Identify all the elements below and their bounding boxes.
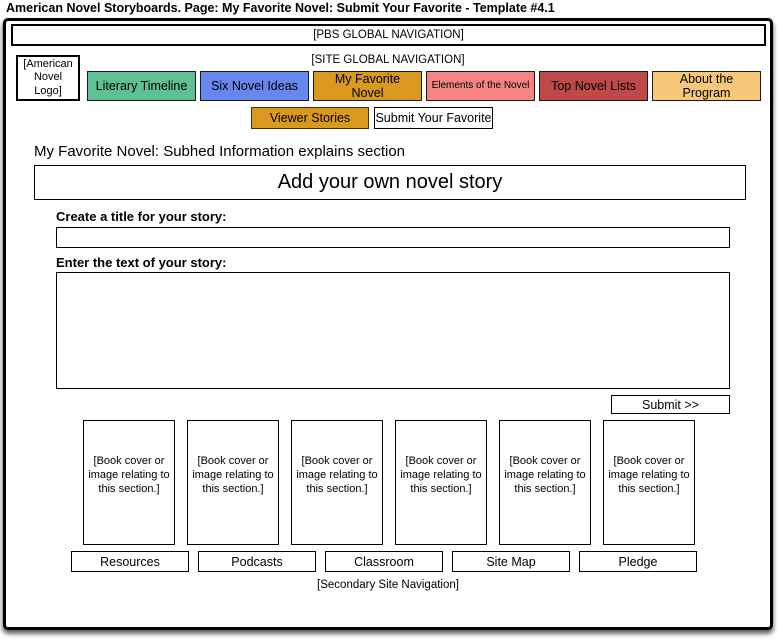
footer-nav-row	[71, 551, 697, 572]
story-field-label: Enter the text of your story:	[56, 255, 227, 270]
story-title-input[interactable]	[56, 227, 730, 248]
site-global-nav-label: [SITE GLOBAL NAVIGATION]	[311, 54, 465, 66]
nav-button-elements-of-the-novel[interactable]: Elements of the Novel	[426, 71, 535, 101]
secondary-site-nav-label: [Secondary Site Navigation]	[317, 579, 459, 591]
story-text-textarea[interactable]	[56, 272, 730, 389]
nav-button-six-novel-ideas[interactable]: Six Novel Ideas	[200, 71, 309, 101]
sub-nav-row	[6, 107, 770, 129]
nav-button-about-the-program[interactable]: About the Program	[652, 71, 761, 101]
nav-button-literary-timeline[interactable]: Literary Timeline	[87, 71, 196, 101]
footer-link-resources[interactable]: Resources	[71, 551, 189, 572]
template-frame	[3, 18, 773, 630]
subnav-button-viewer-stories[interactable]: Viewer Stories	[251, 107, 369, 129]
add-story-banner: Add your own novel story	[34, 165, 746, 200]
footer-link-site-map[interactable]: Site Map	[452, 551, 570, 572]
book-cover-placeholder: [Book cover or image relating to this section.]	[603, 420, 695, 545]
section-heading: My Favorite Novel: Subhed Information explains section	[34, 143, 406, 160]
page-title: American Novel Storyboards. Page: My Favorite Novel: Submit Your Favorite - Template #4.1	[6, 1, 555, 15]
footer-link-pledge[interactable]: Pledge	[579, 551, 697, 572]
site-nav-row	[87, 71, 761, 101]
book-cover-placeholder: [Book cover or image relating to this section.]	[499, 420, 591, 545]
title-field-label: Create a title for your story:	[56, 209, 227, 224]
book-cover-placeholder: [Book cover or image relating to this section.]	[291, 420, 383, 545]
book-cover-placeholder: [Book cover or image relating to this section.]	[395, 420, 487, 545]
logo-placeholder: [American Novel Logo]	[16, 55, 80, 101]
nav-button-my-favorite-novel[interactable]: My Favorite Novel	[313, 71, 422, 101]
book-cover-placeholder: [Book cover or image relating to this section.]	[187, 420, 279, 545]
footer-link-podcasts[interactable]: Podcasts	[198, 551, 316, 572]
pbs-global-nav-placeholder: [PBS GLOBAL NAVIGATION]	[11, 24, 766, 46]
nav-button-top-novel-lists[interactable]: Top Novel Lists	[539, 71, 648, 101]
book-covers-row	[83, 420, 695, 545]
subnav-button-submit-your-favorite[interactable]: Submit Your Favorite	[374, 107, 493, 129]
footer-link-classroom[interactable]: Classroom	[325, 551, 443, 572]
submit-button[interactable]: Submit >>	[611, 395, 730, 414]
book-cover-placeholder: [Book cover or image relating to this section.]	[83, 420, 175, 545]
